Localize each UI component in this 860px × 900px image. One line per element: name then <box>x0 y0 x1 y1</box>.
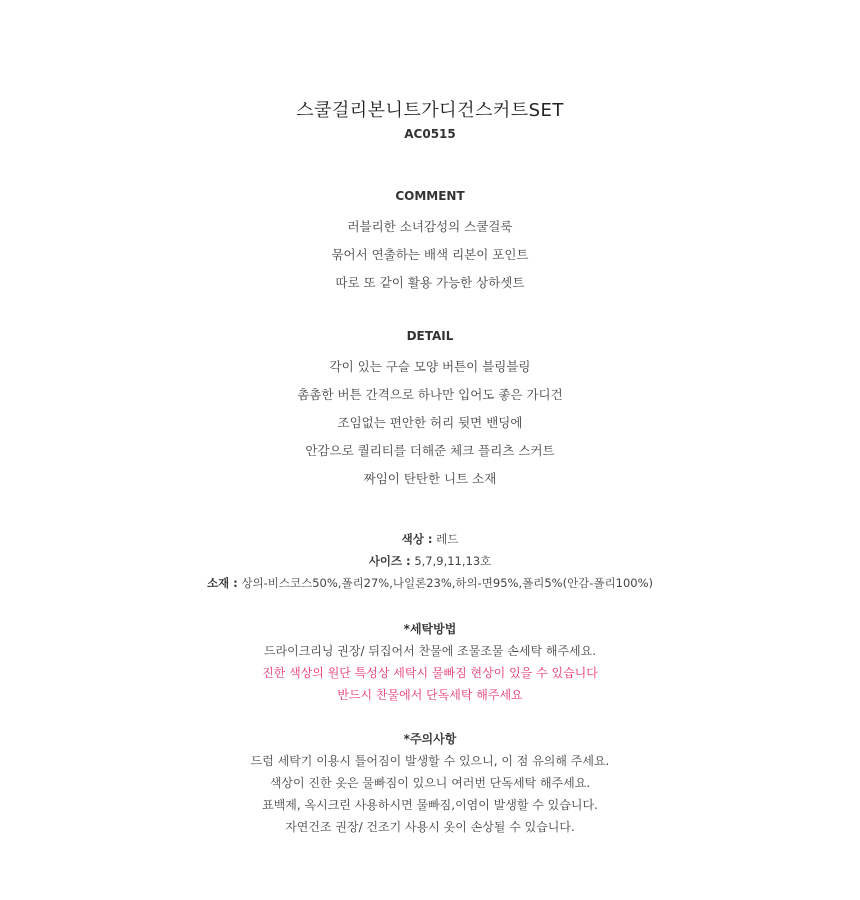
spec-material-value: 상의-비스코스50%,폴리27%,나일론23%,하의-면95%,폴리5%(안감-폴리100%) <box>241 576 654 590</box>
washing-warning: 반드시 찬물에서 단독세탁 해주세요 <box>337 688 523 702</box>
spec-color <box>0 531 860 547</box>
washing-heading: *세탁방법 <box>403 622 457 636</box>
comment-line: 따로 또 같이 활용 가능한 상하셋트 <box>335 275 525 290</box>
spec-color-label: 색상 : <box>401 532 433 546</box>
detail-line: 조임없는 편안한 허리 뒷면 밴딩에 <box>337 415 523 430</box>
detail-line: 각이 있는 구슬 모양 버튼이 블링블링 <box>329 359 531 374</box>
comment-heading: COMMENT <box>395 189 465 203</box>
washing-warning: 진한 색상의 원단 특성상 세탁시 물빠짐 현상이 있을 수 있습니다 <box>262 666 598 680</box>
washing-line: 드라이크리닝 권장/ 뒤집어서 찬물에 조물조물 손세탁 해주세요. <box>263 644 597 658</box>
caution-heading: *주의사항 <box>403 732 457 746</box>
caution-line: 색상이 진한 옷은 물빠짐이 있으니 여러번 단독세탁 해주세요. <box>269 776 591 790</box>
spec-size-value: 5,7,9,11,13호 <box>414 554 492 568</box>
spec-size-label: 사이즈 : <box>368 554 411 568</box>
detail-line: 안감으로 퀄리티를 더해준 체크 플리츠 스커트 <box>305 443 555 458</box>
spec-material <box>0 575 860 591</box>
spec-size <box>0 553 860 569</box>
detail-line: 촘촘한 버튼 간격으로 하나만 입어도 좋은 가디건 <box>297 387 563 402</box>
comment-line: 러블리한 소녀감성의 스쿨걸룩 <box>347 219 513 234</box>
spec-color-value: 레드 <box>436 532 459 546</box>
product-code: AC0515 <box>404 127 456 141</box>
detail-line: 짜임이 탄탄한 니트 소재 <box>363 471 497 486</box>
comment-line: 묶어서 연출하는 배색 리본이 포인트 <box>331 247 529 262</box>
caution-line: 자연건조 권장/ 건조기 사용시 옷이 손상될 수 있습니다. <box>285 820 575 834</box>
product-title: 스쿨걸리본니트가디건스커트SET <box>296 100 564 121</box>
spec-material-label: 소재 : <box>206 576 238 590</box>
detail-heading: DETAIL <box>406 329 454 343</box>
caution-line: 표백제, 옥시크린 사용하시면 물빠짐,이염이 발생할 수 있습니다. <box>262 798 598 812</box>
caution-line: 드럼 세탁기 이용시 틀어짐이 발생할 수 있으니, 이 점 유의해 주세요. <box>250 754 610 768</box>
